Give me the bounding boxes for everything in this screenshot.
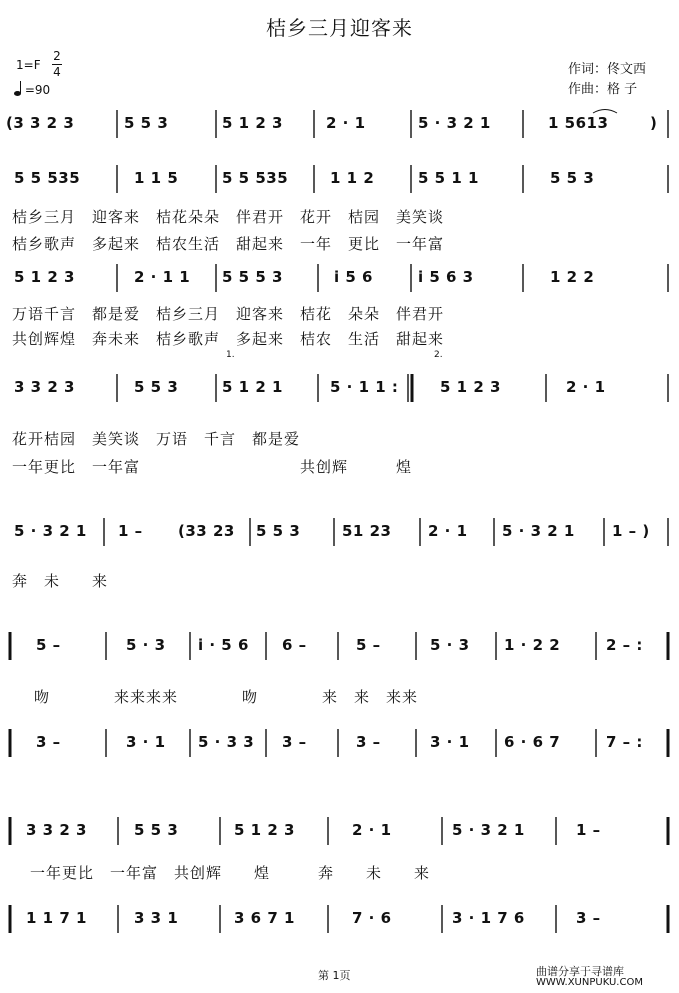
score-row-4 bbox=[0, 516, 679, 550]
measure: i · 5 6 bbox=[198, 636, 249, 654]
measure: 1 – bbox=[576, 821, 601, 839]
measure: 5 5 5 3 bbox=[222, 268, 283, 286]
measure: 5 1 2 3 bbox=[440, 378, 501, 396]
measure: 5 · 3 3 bbox=[198, 733, 255, 751]
measure: 3 3 2 3 bbox=[14, 378, 75, 396]
score-row-1 bbox=[0, 163, 679, 197]
song-title: 桔乡三月迎客来 bbox=[266, 16, 413, 40]
quarter-note-icon bbox=[14, 91, 21, 96]
score-row-7 bbox=[0, 815, 679, 849]
tempo-marking bbox=[14, 83, 50, 97]
lyric-line: 桔乡歌声 多起来 桔农生活 甜起来 一年 更比 一年富 bbox=[12, 235, 445, 253]
measure: 7 – : bbox=[606, 733, 643, 751]
measure: 3 · 1 bbox=[126, 733, 166, 751]
measure: 5 · 3 bbox=[126, 636, 166, 654]
measure: 2 · 1 bbox=[566, 378, 606, 396]
measure: 5 · 3 2 1 bbox=[452, 821, 525, 839]
measure: 51 23 bbox=[342, 522, 392, 540]
measure: 3 · 1 7 6 bbox=[452, 909, 525, 927]
measure: (33 23 bbox=[178, 522, 235, 540]
measure: 3 – bbox=[356, 733, 381, 751]
measure: 1 2 2 bbox=[550, 268, 595, 286]
measure: 3 · 1 bbox=[430, 733, 470, 751]
measure: 5 5 535 bbox=[14, 169, 81, 187]
measure: 5 · 3 2 1 bbox=[502, 522, 575, 540]
lyric-line: 万语千言 都是爱 桔乡三月 迎客来 桔花 朵朵 伴君开 bbox=[12, 305, 445, 323]
measure: 1 1 5 bbox=[134, 169, 179, 187]
measure: 5 5 1 1 bbox=[418, 169, 479, 187]
tempo-value: =90 bbox=[24, 83, 51, 97]
score-row-3 bbox=[0, 372, 679, 406]
measure: 3 – bbox=[36, 733, 61, 751]
page-number: 第 1页 bbox=[318, 969, 351, 982]
measure: 2 – : bbox=[606, 636, 643, 654]
time-signature bbox=[52, 50, 62, 79]
measure: 1 5613 bbox=[548, 114, 609, 132]
measure: 3 – bbox=[576, 909, 601, 927]
measure: (3 3 2 3 bbox=[6, 114, 75, 132]
measure: 2 · 1 1 bbox=[134, 268, 191, 286]
share-notice: 曲谱分享于寻谱库 bbox=[536, 965, 624, 978]
measure: 3 6 7 1 bbox=[234, 909, 295, 927]
lyric-line: 一年更比 一年富 共创辉 煌 bbox=[12, 458, 413, 476]
measure: 7 · 6 bbox=[352, 909, 392, 927]
measure: 1 – ) bbox=[612, 522, 650, 540]
measure: ) bbox=[650, 114, 658, 132]
measure: i 5 6 bbox=[334, 268, 373, 286]
measure: 5 5 3 bbox=[550, 169, 595, 187]
measure: 6 · 6 7 bbox=[504, 733, 561, 751]
measure: 2 · 1 bbox=[326, 114, 366, 132]
time-signature-bottom: 4 bbox=[53, 65, 61, 79]
measure: 5 1 2 3 bbox=[234, 821, 295, 839]
lyric-line: 花开桔园 美笑谈 万语 千言 都是爱 bbox=[12, 430, 301, 448]
volta-second: 2. bbox=[434, 350, 443, 360]
measure: 5 · 3 2 1 bbox=[14, 522, 87, 540]
measure: 2 · 1 bbox=[352, 821, 392, 839]
lyric-line: 奔 未 来 bbox=[12, 572, 109, 590]
measure: 3 – bbox=[282, 733, 307, 751]
measure: 3 3 1 bbox=[134, 909, 179, 927]
score-row-5 bbox=[0, 630, 679, 664]
measure: 1 – bbox=[118, 522, 143, 540]
lyric-line: 吻 来来来来 吻 来 来 来来 bbox=[34, 688, 419, 706]
lyricist-credit: 作词：佟文西 bbox=[568, 62, 647, 77]
measure: 5 5 3 bbox=[256, 522, 301, 540]
measure: i 5 6 3 bbox=[418, 268, 474, 286]
measure: 5 · 3 bbox=[430, 636, 470, 654]
measure: 5 · 3 2 1 bbox=[418, 114, 491, 132]
measure: 5 5 3 bbox=[124, 114, 169, 132]
composer-credit: 作曲：格 子 bbox=[568, 82, 638, 97]
volta-first: 1. bbox=[226, 350, 235, 360]
measure: 1 1 2 bbox=[330, 169, 375, 187]
lyric-line: 一年更比 一年富 共创辉 煌 奔 未 来 bbox=[30, 864, 431, 882]
measure: 6 – bbox=[282, 636, 307, 654]
lyric-line: 共创辉煌 奔未来 桔乡歌声 多起来 桔农 生活 甜起来 bbox=[12, 330, 445, 348]
measure: 5 1 2 3 bbox=[222, 114, 283, 132]
key-signature: 1=F bbox=[16, 58, 41, 72]
measure: 2 · 1 bbox=[428, 522, 468, 540]
measure: 5 – bbox=[36, 636, 61, 654]
measure: 3 3 2 3 bbox=[26, 821, 87, 839]
measure: 1 1 7 1 bbox=[26, 909, 87, 927]
measure: 1 · 2 2 bbox=[504, 636, 561, 654]
measure: 5 · 1 1 : bbox=[330, 378, 399, 396]
measure: 5 5 3 bbox=[134, 821, 179, 839]
measure: 5 1 2 1 bbox=[222, 378, 283, 396]
lyric-line: 桔乡三月 迎客来 桔花朵朵 伴君开 花开 桔园 美笑谈 bbox=[12, 208, 445, 226]
measure: 5 5 3 bbox=[134, 378, 179, 396]
score-row-8 bbox=[0, 903, 679, 937]
measure: 5 1 2 3 bbox=[14, 268, 75, 286]
score-row-6 bbox=[0, 727, 679, 761]
measure: 5 – bbox=[356, 636, 381, 654]
score-row-intro bbox=[0, 108, 679, 142]
site-url: WWW.XUNPUKU.COM bbox=[536, 977, 643, 988]
measure: 5 5 535 bbox=[222, 169, 289, 187]
score-row-2 bbox=[0, 262, 679, 296]
time-signature-top: 2 bbox=[53, 49, 61, 63]
